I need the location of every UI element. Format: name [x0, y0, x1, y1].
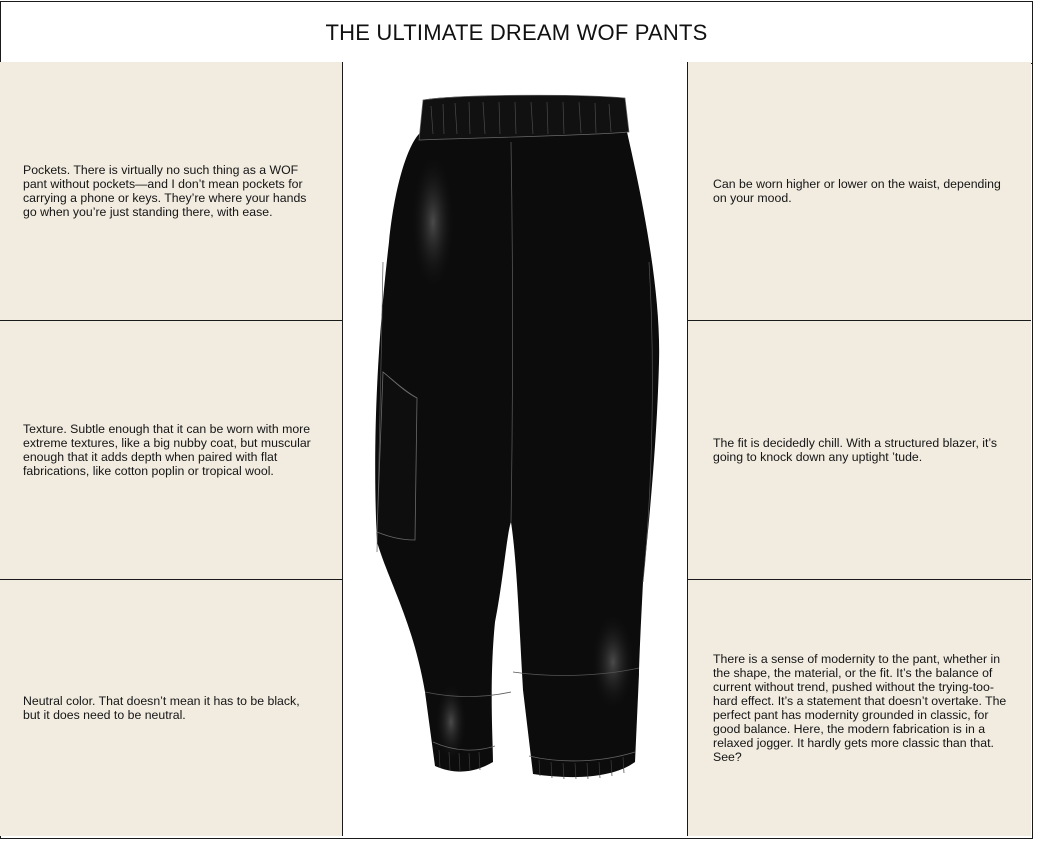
- note-modernity: [688, 580, 1031, 836]
- waistband: [419, 95, 629, 140]
- note-text: Texture. Subtle enough that it can be worn with more extreme textures, like a big nubby coat, but muscular enough that it adds depth when paired with flat fabrications, like cotton poplin or tropical wool.: [23, 422, 311, 478]
- page-title: THE ULTIMATE DREAM WOF PANTS: [325, 19, 708, 45]
- note-text: The fit is decidedly chill. With a structured blazer, it’s going to knock down any uptight ’tude.: [713, 436, 998, 464]
- note-text: Pockets. There is virtually no such thing as a WOF pant without pockets—and I don’t mean pockets for carrying a phone or keys. They’re where your hands go when you’re just standing there, with ease.: [23, 163, 307, 219]
- note-neutral-color: [0, 580, 342, 836]
- note-text: Neutral color. That doesn’t mean it has to be black, but it does need to be neutral.: [23, 694, 300, 722]
- header: [1, 2, 1032, 64]
- note-fit: [688, 321, 1031, 580]
- note-waist-height: [688, 62, 1031, 321]
- note-texture: [0, 321, 342, 580]
- pants-illustration-panel: [343, 62, 687, 836]
- note-pockets: [0, 62, 342, 321]
- note-text: Can be worn higher or lower on the waist, depending on your mood.: [713, 177, 1001, 205]
- black-jogger-pants-sketch-icon: [343, 62, 687, 836]
- note-text: There is a sense of modernity to the pant, whether in the shape, the material, or the fit. It’s the balance of current without trend, pushed without the trying-too-hard effect. It’s a statement that doesn’t overtake. The perfect pant has modernity grounded in classic, for good balance. Here, the modern fabrication is in a relaxed jogger. It hardly gets more classic than that. See?: [713, 652, 1007, 764]
